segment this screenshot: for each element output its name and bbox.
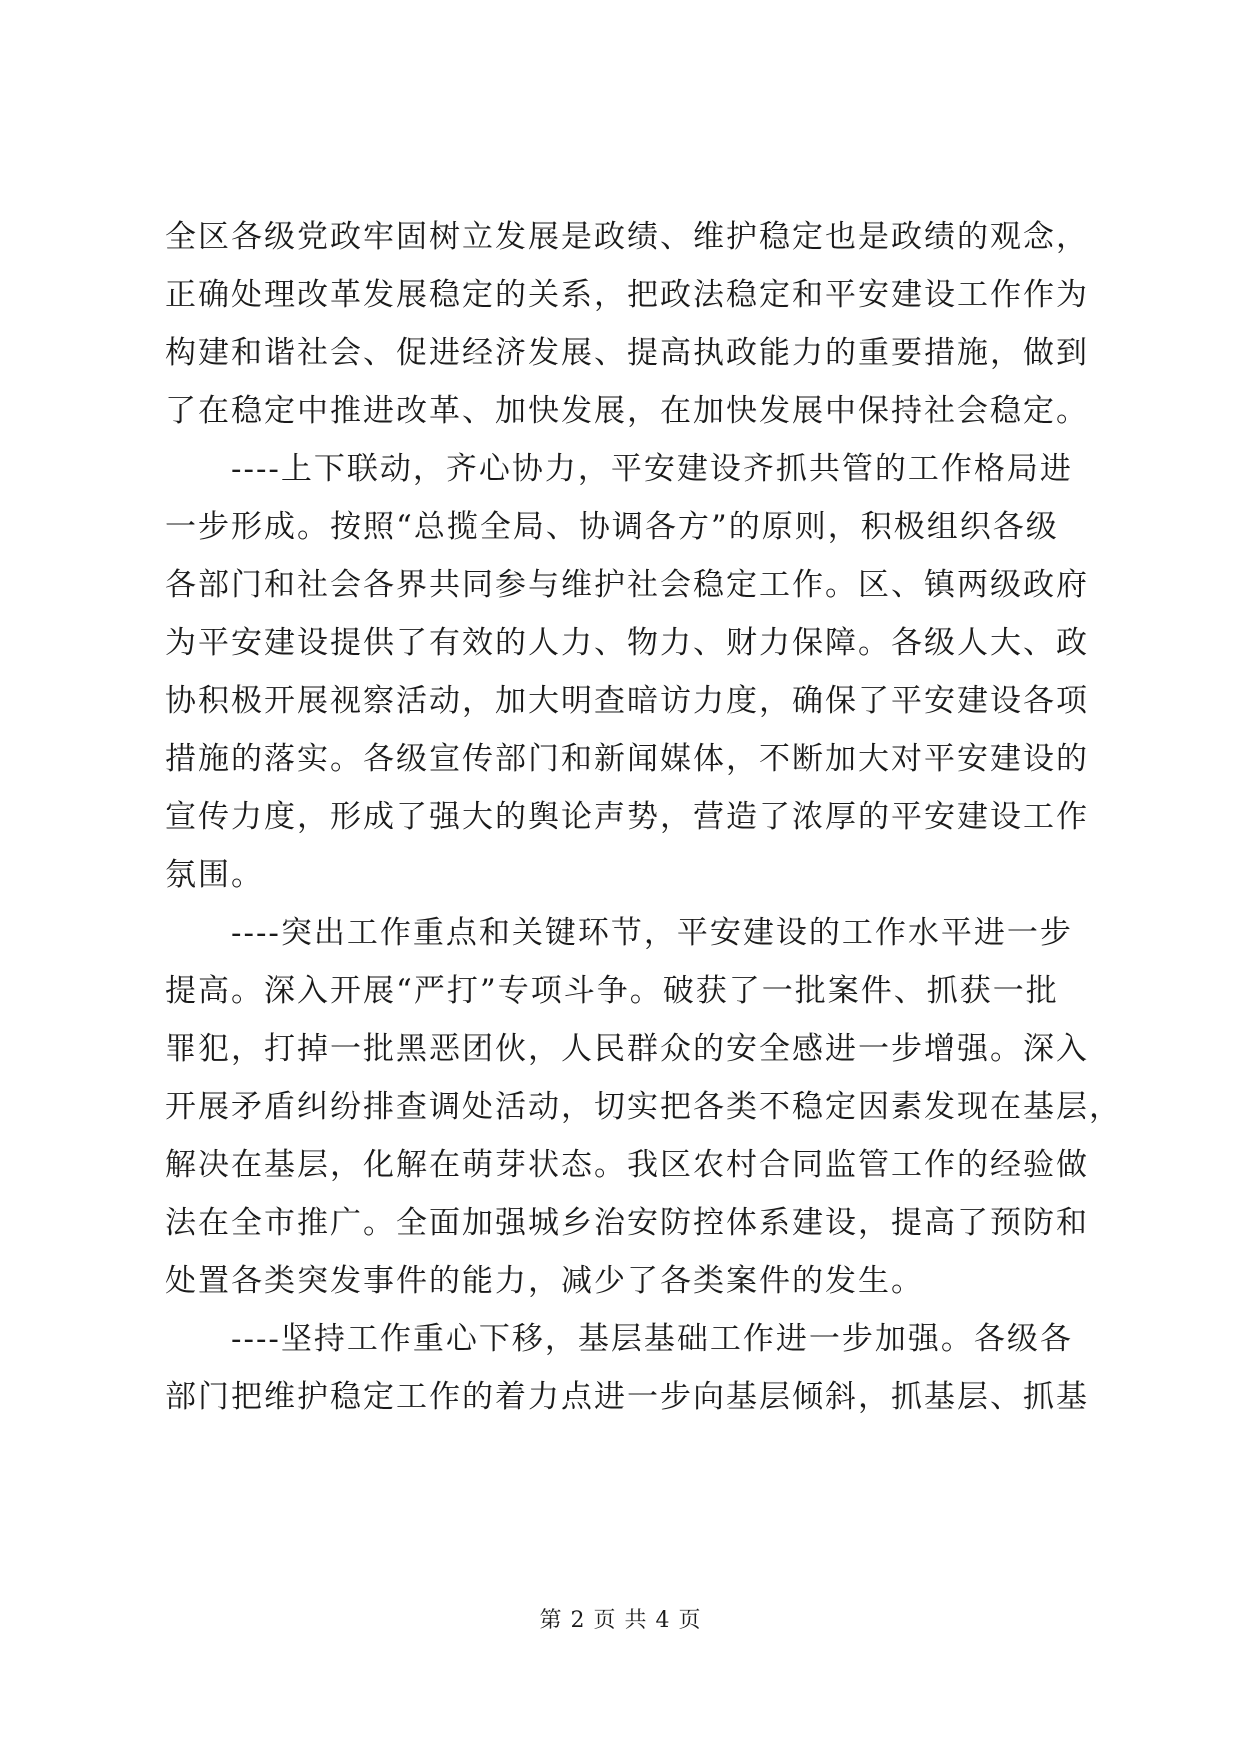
text-line-1: 全区各级党政牢固树立发展是政绩、维护稳定也是政绩的观念， xyxy=(165,219,1089,255)
text-line-2: 正确处理改革发展稳定的关系，把政法稳定和平安建设工作作为 xyxy=(165,277,1089,313)
text-line-7: 各部门和社会各界共同参与维护社会稳定工作。区、镇两级政府 xyxy=(165,567,1089,603)
text-line-19: 处置各类突发事件的能力，减少了各类案件的发生。 xyxy=(165,1263,924,1299)
text-line-13: ----突出工作重点和关键环节，平安建设的工作水平进一步 xyxy=(231,915,1073,951)
text-line-3: 构建和谐社会、促进经济发展、提高执政能力的重要措施，做到 xyxy=(165,335,1089,371)
text-line-14: 提高。深入开展“严打”专项斗争。破获了一批案件、抓获一批 xyxy=(165,973,1059,1009)
text-line-5: ----上下联动，齐心协力，平安建设齐抓共管的工作格局进 xyxy=(231,451,1073,487)
text-line-9: 协积极开展视察活动，加大明查暗访力度，确保了平安建设各项 xyxy=(165,683,1089,719)
text-line-18: 法在全市推广。全面加强城乡治安防控体系建设，提高了预防和 xyxy=(165,1205,1089,1241)
text-line-6: 一步形成。按照“总揽全局、协调各方”的原则，积极组织各级 xyxy=(165,509,1059,545)
text-line-11: 宣传力度，形成了强大的舆论声势，营造了浓厚的平安建设工作 xyxy=(165,799,1089,835)
text-line-4: 了在稳定中推进改革、加快发展，在加快发展中保持社会稳定。 xyxy=(165,393,1089,429)
text-line-16: 开展矛盾纠纷排查调处活动，切实把各类不稳定因素发现在基层， xyxy=(165,1089,1122,1125)
text-line-17: 解决在基层，化解在萌芽状态。我区农村合同监管工作的经验做 xyxy=(165,1147,1089,1183)
text-line-10: 措施的落实。各级宣传部门和新闻媒体，不断加大对平安建设的 xyxy=(165,741,1089,777)
text-line-21: 部门把维护稳定工作的着力点进一步向基层倾斜，抓基层、抓基 xyxy=(165,1379,1089,1415)
text-line-8: 为平安建设提供了有效的人力、物力、财力保障。各级人大、政 xyxy=(165,625,1089,661)
text-line-15: 罪犯，打掉一批黑恶团伙，人民群众的安全感进一步增强。深入 xyxy=(165,1031,1089,1067)
text-line-12: 氛围。 xyxy=(165,857,264,893)
page-number-footer: 第 2 页 共 4 页 xyxy=(539,1608,702,1633)
text-line-20: ----坚持工作重心下移，基层基础工作进一步加强。各级各 xyxy=(231,1321,1073,1357)
